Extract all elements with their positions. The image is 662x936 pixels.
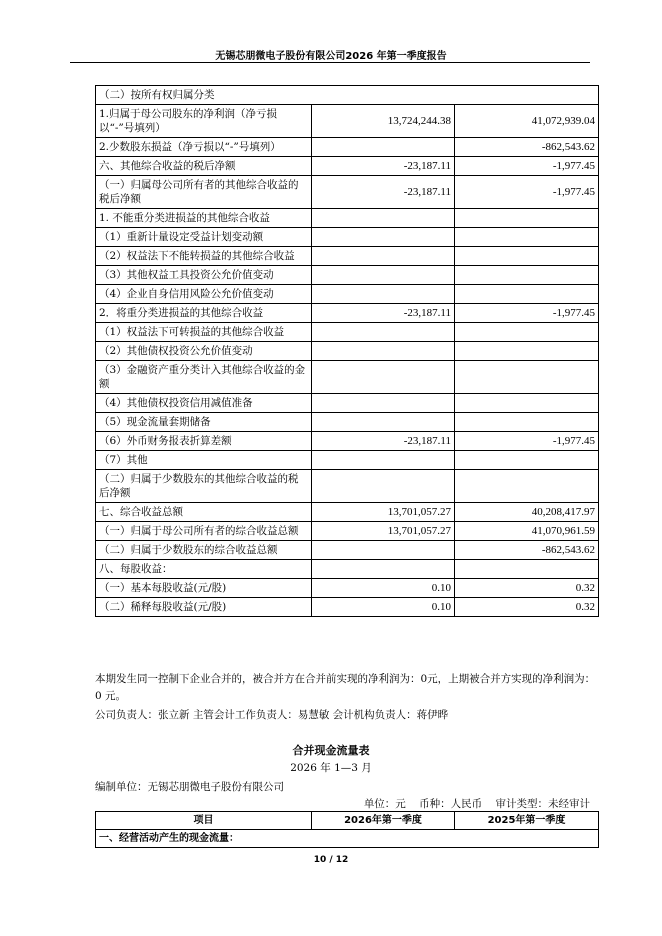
currency-label: 币种：人民币 [419,798,483,810]
table-row [96,522,599,541]
table-row [96,247,599,266]
row-current-value [312,323,455,342]
row-previous-value: -1,977.45 [455,176,599,209]
cashflow-title: 合并现金流量表 [292,744,370,757]
merger-note: 本期发生同一控制下企业合并的，被合并方在合并前实现的净利润为：0元，上期被合并方实现的净利润为：0 元。 [95,673,596,702]
row-current-value: 0.10 [312,579,455,598]
row-previous-value: -862,543.62 [455,541,599,560]
row-label: （1）权益法下可转损益的其他综合收益 [96,323,312,342]
row-previous-value [455,285,599,304]
row-label: 2.少数股东损益（净亏损以“-”号填列） [96,138,312,157]
table-row [96,228,599,247]
row-current-value [312,266,455,285]
table-row [96,503,599,522]
row-label: 六、其他综合收益的税后净额 [96,157,312,176]
table-row [96,470,599,503]
row-previous-value: -1,977.45 [455,304,599,323]
row-label: 1. 不能重分类进损益的其他综合收益 [96,209,312,228]
row-label: （二）按所有权归属分类 [96,86,599,105]
row-current-value: -23,187.11 [312,432,455,451]
row-label: （2）权益法下不能转损益的其他综合收益 [96,247,312,266]
report-header-title: 无锡芯朋微电子股份有限公司2026 年第一季度报告 [215,51,447,62]
row-label: （6）外币财务报表折算差额 [96,432,312,451]
row-previous-value: 0.32 [455,598,599,617]
row-current-value: -23,187.11 [312,176,455,209]
audit-label: 审计类型：未经审计 [495,798,590,810]
row-label: （4）企业自身信用风险公允价值变动 [96,285,312,304]
row-current-value [312,560,455,579]
table-row [96,394,599,413]
row-previous-value [455,323,599,342]
col-header-previous: 2025年第一季度 [455,812,599,830]
row-previous-value: -862,543.62 [455,138,599,157]
row-label: 八、每股收益： [96,560,312,579]
income-statement-table [95,85,599,617]
row-previous-value [455,228,599,247]
row-current-value [312,209,455,228]
row-previous-value: 41,072,939.04 [455,105,599,138]
header-divider [70,62,590,63]
table-row [96,361,599,394]
row-previous-value [455,413,599,432]
row-label: （3）其他权益工具投资公允价值变动 [96,266,312,285]
table-row [96,304,599,323]
table-row [96,105,599,138]
page-number: 10 / 12 [313,855,349,865]
row-previous-value: 41,070,961.59 [455,522,599,541]
table-row [96,579,599,598]
table-row [96,541,599,560]
row-label: （二）归属于少数股东的综合收益总额 [96,541,312,560]
row-label: （3）金融资产重分类计入其他综合收益的金额 [96,361,312,394]
table-row [96,342,599,361]
row-label: （7）其他 [96,451,312,470]
row-label: （一）基本每股收益(元/股) [96,579,312,598]
signatures-line: 公司负责人：张立新 主管会计工作负责人：易慧敏 会计机构负责人：蒋伊晔 [95,709,449,721]
row-previous-value [455,247,599,266]
row-previous-value: -1,977.45 [455,432,599,451]
row-label: （1）重新计量设定受益计划变动额 [96,228,312,247]
row-current-value [312,470,455,503]
row-current-value [312,541,455,560]
col-header-item: 项目 [96,812,312,830]
section-operating: 一、经营活动产生的现金流量： [96,830,599,848]
row-current-value [312,247,455,266]
row-label: （一）归属于母公司所有者的综合收益总额 [96,522,312,541]
row-previous-value [455,361,599,394]
row-previous-value [455,266,599,285]
row-current-value [312,342,455,361]
row-current-value: 13,724,244.38 [312,105,455,138]
table-row [96,138,599,157]
row-previous-value [455,451,599,470]
row-current-value [312,228,455,247]
cashflow-meta [354,796,590,811]
row-previous-value [455,209,599,228]
row-current-value [312,285,455,304]
row-current-value [312,361,455,394]
table-row [96,560,599,579]
table-row [96,432,599,451]
table-header-row [96,812,599,830]
unit-label: 单位：元 [363,798,406,810]
cashflow-period: 2026 年 1—3 月 [290,762,372,774]
row-label: 2．将重分类进损益的其他综合收益 [96,304,312,323]
row-label: （5）现金流量套期储备 [96,413,312,432]
row-label: 七、综合收益总额 [96,503,312,522]
row-current-value [312,394,455,413]
table-row [96,86,599,105]
table-row [96,413,599,432]
table-row [96,266,599,285]
table-row [96,451,599,470]
row-label: （二）归属于少数股东的其他综合收益的税后净额 [96,470,312,503]
row-previous-value: 0.32 [455,579,599,598]
row-label: （一）归属母公司所有者的其他综合收益的税后净额 [96,176,312,209]
row-current-value [312,451,455,470]
table-row [96,285,599,304]
table-row [96,176,599,209]
row-current-value: 13,701,057.27 [312,503,455,522]
row-previous-value: 40,208,417.97 [455,503,599,522]
table-row [96,209,599,228]
row-previous-value [455,560,599,579]
row-current-value: 0.10 [312,598,455,617]
row-label: 1.归属于母公司股东的净利润（净亏损以“-”号填列） [96,105,312,138]
col-header-current: 2026年第一季度 [312,812,455,830]
row-current-value: -23,187.11 [312,304,455,323]
cashflow-table [95,811,599,848]
row-current-value: -23,187.11 [312,157,455,176]
row-previous-value [455,470,599,503]
row-label: （2）其他债权投资公允价值变动 [96,342,312,361]
row-current-value [312,413,455,432]
table-row [96,598,599,617]
row-label: （4）其他债权投资信用减值准备 [96,394,312,413]
table-row [96,830,599,848]
row-current-value: 13,701,057.27 [312,522,455,541]
table-row [96,157,599,176]
row-label: （二）稀释每股收益(元/股) [96,598,312,617]
table-row [96,323,599,342]
row-current-value [312,138,455,157]
row-previous-value [455,342,599,361]
row-previous-value [455,394,599,413]
row-previous-value: -1,977.45 [455,157,599,176]
cashflow-org: 编制单位：无锡芯朋微电子股份有限公司 [95,781,284,793]
